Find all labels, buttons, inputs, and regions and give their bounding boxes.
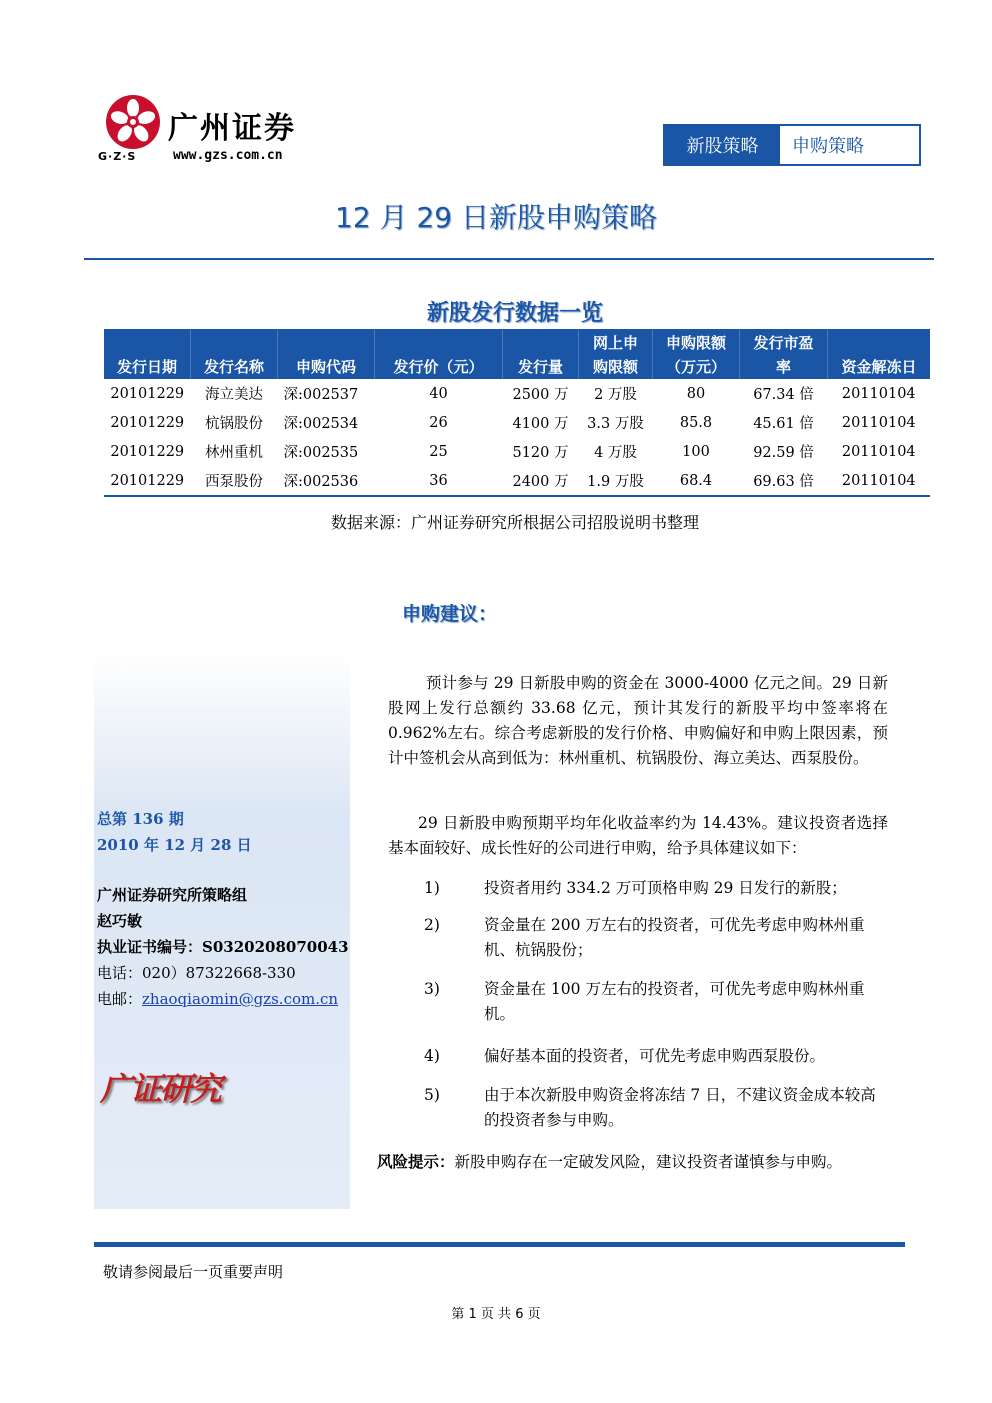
list-item-number: 5)	[424, 1086, 440, 1104]
table-cell: 林州重机	[205, 445, 263, 461]
table-header-cell: 发行市盈	[740, 329, 828, 353]
table-header-cell: （万元）	[653, 353, 740, 379]
email-link[interactable]: zhaoqiaomin@gzs.com.cn	[142, 990, 339, 1008]
table-cell: 20101229	[110, 443, 185, 460]
advice-heading: 申购建议：	[402, 603, 498, 625]
research-stamp-logo: 广证研究	[100, 1070, 221, 1108]
advice-list-item	[388, 977, 888, 1027]
contact-info	[97, 960, 338, 1012]
table-header-cell	[828, 329, 931, 353]
table-cell: 20110104	[841, 443, 916, 460]
advice-list-item	[388, 1083, 888, 1133]
email-label: 电邮：	[97, 990, 143, 1008]
author-info	[97, 882, 349, 960]
table-cell: 68.4	[653, 466, 740, 496]
table-header-cell	[503, 329, 579, 353]
table-cell: 20101229	[110, 385, 185, 402]
table-cell: 20110104	[828, 466, 931, 496]
table-cell: 3.3 万股	[587, 416, 644, 432]
advice-list-item	[388, 876, 888, 901]
table-cell: 深:002536	[278, 466, 375, 496]
table-cell: 92.59 倍	[753, 445, 814, 461]
list-item-number: 4)	[424, 1047, 440, 1065]
table-header-cell	[191, 329, 278, 353]
list-item-text: 资金量在 100 万左右的投资者，可优先考虑申购林州重机。	[484, 980, 865, 1023]
table-row	[104, 379, 930, 408]
contact-email	[97, 986, 338, 1012]
table-cell: 20110104	[841, 414, 916, 431]
table-cell: 100	[682, 443, 710, 460]
table-cell: 2400 万	[503, 466, 579, 496]
table-cell: 深:002535	[283, 445, 359, 461]
table-cell: 20101229	[104, 466, 191, 496]
title-divider	[84, 258, 934, 260]
advice-list-item	[388, 1044, 888, 1069]
risk-warning	[377, 1150, 842, 1172]
table-header-cell: 发行价（元）	[375, 353, 503, 379]
table-row	[104, 466, 930, 496]
table-cell: 2500 万	[512, 387, 569, 403]
table-cell: 85.8	[679, 414, 713, 431]
table-header-cell: 网上申	[579, 329, 653, 353]
table-cell: 5120 万	[512, 445, 569, 461]
table-header-cell: 发行日期	[104, 353, 191, 379]
table-cell: 1.9 万股	[579, 466, 653, 496]
table-cell: 杭锅股份	[205, 416, 263, 432]
issue-info	[97, 806, 252, 858]
table-cell: 69.63 倍	[740, 466, 828, 496]
table-cell: 40	[429, 385, 448, 402]
table-header-row-1	[104, 329, 930, 353]
footer-disclaimer: 敬请参阅最后一页重要声明	[103, 1263, 284, 1281]
table-cell: 深:002534	[283, 416, 359, 432]
table-cell: 26	[429, 414, 448, 431]
list-item-number: 3)	[424, 980, 440, 998]
table-cell: 25	[429, 443, 448, 460]
category-tag-secondary: 申购策略	[792, 136, 864, 157]
table-cell: 西泵股份	[191, 466, 278, 496]
author-cert: 执业证书编号：S0320208070043	[97, 938, 349, 956]
ipo-data-table	[104, 329, 930, 497]
footer-divider	[94, 1242, 905, 1247]
table-cell: 4 万股	[594, 445, 637, 461]
table-header-cell	[375, 329, 503, 353]
table-cell: 67.34 倍	[753, 387, 814, 403]
list-item-number: 1)	[424, 879, 440, 897]
risk-label: 风险提示：	[377, 1152, 455, 1171]
table-row	[104, 437, 930, 466]
phone-label: 电话：	[97, 964, 143, 982]
table-row	[104, 408, 930, 437]
brand-url: www.gzs.com.cn	[173, 148, 283, 163]
table-cell: 20101229	[110, 414, 185, 431]
table-source-note: 数据来源：广州证券研究所根据公司招股说明书整理	[330, 513, 699, 532]
category-tag-primary: 新股策略	[665, 126, 780, 164]
table-cell: 80	[686, 385, 706, 402]
table-title: 新股发行数据一览	[426, 300, 603, 326]
table-header-cell: 申购限额	[653, 329, 740, 353]
phone-number: 020）87322668-330	[142, 964, 296, 982]
risk-text: 新股申购存在一定破发风险，建议投资者谨慎参与申购。	[454, 1153, 843, 1171]
gzs-logo-emblem	[103, 92, 163, 152]
table-header-cell: 发行量	[503, 353, 579, 379]
table-cell: 2 万股	[594, 387, 637, 403]
author-org: 广州证券研究所策略组	[97, 886, 248, 904]
table-header-cell	[104, 329, 191, 353]
table-cell: 20110104	[841, 385, 916, 402]
list-item-text: 投资者用约 334.2 万可顶格申购 29 日发行的新股；	[484, 879, 847, 897]
brand-abbr: G·Z·S	[98, 150, 137, 163]
table-cell: 深:002537	[283, 387, 359, 403]
table-header-cell: 率	[740, 353, 828, 379]
advice-paragraph-2: 29 日新股申购预期平均年化收益率约为 14.43%。建议投资者选择基本面较好、成长性好的公司进行申购，给予具体建议如下：	[388, 814, 888, 857]
page-number: 第 1 页 共 6 页	[451, 1307, 541, 1322]
table-header-cell	[278, 329, 375, 353]
table-cell: 4100 万	[512, 416, 569, 432]
issue-date: 2010 年 12 月 28 日	[97, 836, 252, 854]
table-header-cell: 发行名称	[191, 353, 278, 379]
page-title: 12 月 29 日新股申购策略	[335, 201, 657, 234]
table-header-cell: 申购代码	[278, 353, 375, 379]
table-header-cell: 购限额	[579, 353, 653, 379]
advice-paragraph-1: 预计参与 29 日新股申购的资金在 3000-4000 亿元之间。29 日新股网上发行总额约 33.68 亿元，预计其发行的新股平均中签率将在 0.962%左右。综合考虑新股的发行价格、申购偏好和申购上限因素，预计中签机会从高到低为：林州重机、杭锅股份、海立美达、西泵股份。	[388, 674, 888, 767]
table-header-row-2	[104, 353, 930, 379]
table-cell: 36	[375, 466, 503, 496]
list-item-text: 偏好基本面的投资者，可优先考虑申购西泵股份。	[484, 1047, 826, 1065]
list-item-text: 资金量在 200 万左右的投资者，可优先考虑申购林州重机、杭锅股份；	[484, 916, 865, 959]
contact-phone	[97, 960, 338, 986]
table-header-cell: 资金解冻日	[828, 353, 931, 379]
category-tag-box	[663, 124, 921, 166]
list-item-text: 由于本次新股申购资金将冻结 7 日，不建议资金成本较高的投资者参与申购。	[484, 1086, 876, 1129]
table-cell: 海立美达	[205, 387, 263, 403]
author-name: 赵巧敏	[97, 912, 143, 930]
list-item-number: 2)	[424, 916, 440, 934]
advice-list-item	[388, 913, 888, 963]
brand-name: 广州证券	[168, 111, 296, 146]
table-cell: 45.61 倍	[753, 416, 814, 432]
issue-number: 总第 136 期	[97, 810, 184, 828]
